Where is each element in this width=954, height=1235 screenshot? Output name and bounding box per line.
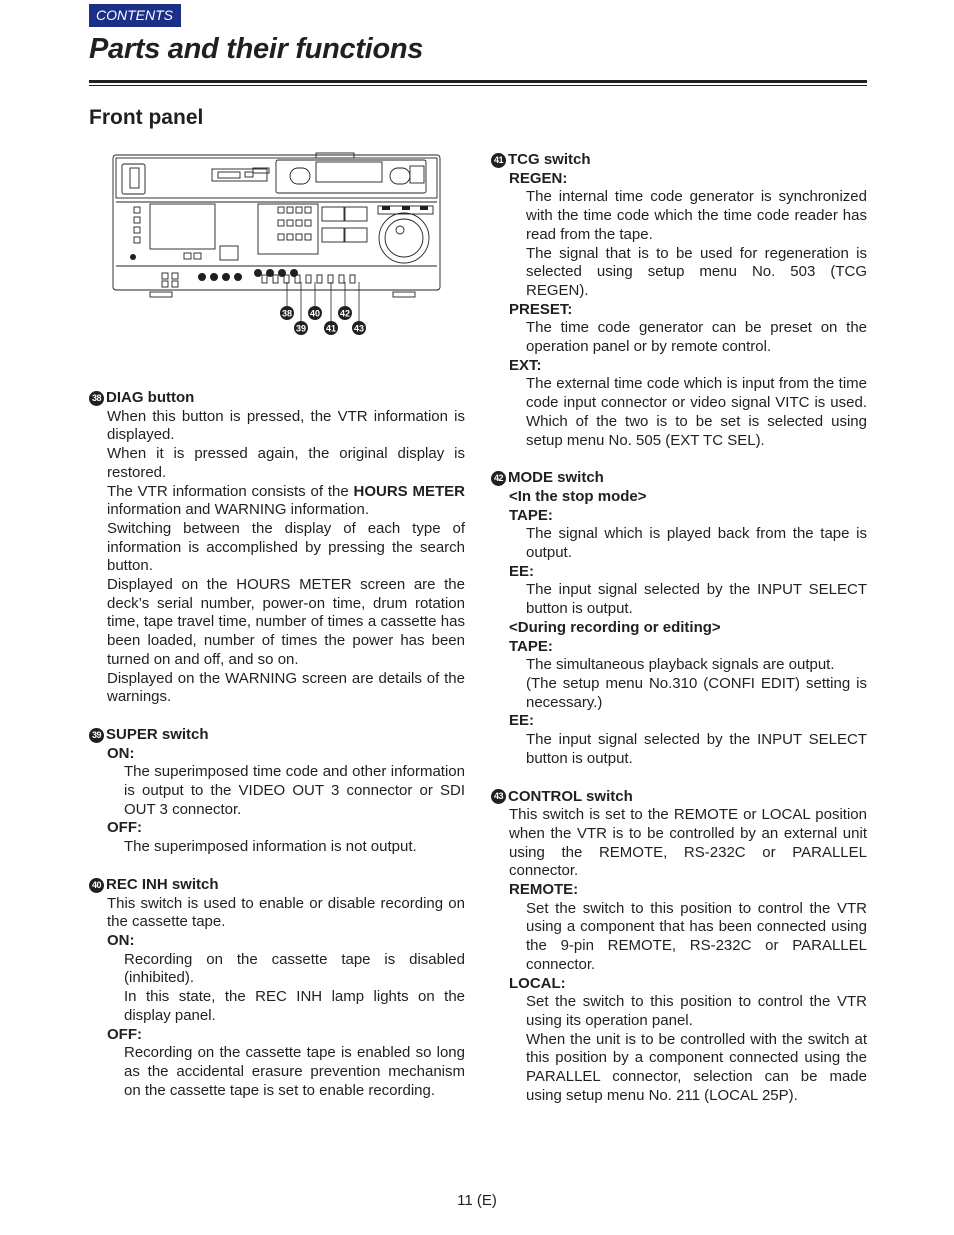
mode-heading: <During recording or editing>	[509, 618, 721, 636]
option-label: LOCAL:	[509, 974, 566, 992]
paragraph: Displayed on the WARNING screen are details of the warnings.	[107, 669, 465, 706]
item-number-badge: 42	[491, 471, 506, 486]
paragraph: Set the switch to this position to control the VTR using a component that has been connected using the 9-pin REMOTE, RS-232C or PARALLEL connector.	[526, 899, 867, 973]
item-title: TCG switch	[508, 151, 591, 168]
paragraph: Switching between the display of each type of information is accomplished by pressing the search button.	[107, 519, 465, 575]
paragraph: The input signal selected by the INPUT SELECT button is output.	[526, 581, 867, 618]
paragraph: Recording on the cassette tape is disabled (inhibited).	[124, 950, 465, 987]
option-label: OFF:	[107, 819, 142, 837]
svg-text:42: 42	[339, 308, 351, 319]
item-rec-inh-switch	[89, 876, 465, 1100]
title-rule	[89, 80, 867, 86]
paragraph: The simultaneous playback signals are output.	[526, 656, 835, 674]
item-control-switch	[491, 788, 867, 1106]
option-label: ON:	[107, 931, 135, 949]
paragraph: The signal that is to be used for regeneration is selected using setup menu No. 503 (TCG REGEN).	[526, 244, 867, 299]
left-column	[89, 389, 465, 1119]
paragraph: This switch is used to enable or disable recording on the cassette tape.	[107, 894, 465, 931]
paragraph: When this button is pressed, the VTR information is displayed.	[107, 407, 465, 444]
page-number: 11 (E)	[457, 1192, 497, 1209]
paragraph: This switch is set to the REMOTE or LOCAL position when the VTR is to be controlled by an external unit using the REMOTE, RS-232C or PARALLEL connector.	[509, 806, 867, 880]
item-title: MODE switch	[508, 469, 604, 487]
option-label: OFF:	[107, 1025, 142, 1043]
front-panel-diagram	[110, 150, 445, 345]
callout-40	[308, 306, 322, 320]
right-column	[491, 151, 867, 1124]
paragraph: The superimposed information is not output.	[124, 838, 417, 856]
item-title: CONTROL switch	[508, 787, 633, 805]
item-number-badge: 39	[89, 728, 104, 743]
paragraph: Set the switch to this position to control the VTR using its operation panel.	[526, 993, 867, 1029]
option-label: REGEN:	[509, 169, 568, 187]
option-label: PRESET:	[509, 300, 573, 318]
callout-42	[338, 306, 352, 320]
paragraph: Recording on the cassette tape is enabled so long as the accidental erasure prevention mechanism on the cassette tape is set to enable recording.	[124, 1044, 465, 1099]
item-title: DIAG button	[106, 389, 195, 406]
item-title: SUPER switch	[106, 725, 209, 743]
svg-text:38: 38	[281, 308, 293, 319]
paragraph: The input signal selected by the INPUT SELECT button is output.	[526, 731, 867, 767]
item-number-badge: 41	[491, 153, 506, 168]
option-label: EE:	[509, 562, 535, 580]
paragraph: The internal time code generator is synchronized with the time code which the time code reader has read from the tape.	[526, 188, 867, 243]
paragraph: (The setup menu No.310 (CONFI EDIT) setting is necessary.)	[526, 674, 867, 711]
callout-41	[324, 321, 338, 335]
option-label: TAPE:	[509, 506, 553, 524]
callout-43	[352, 321, 366, 335]
item-tcg-switch	[491, 151, 867, 450]
paragraph: When the unit is to be controlled with the switch at this position by a component connected using the PARALLEL connector, selection can be made using setup menu No. 211 (LOCAL 25P).	[526, 1030, 867, 1104]
page-title: Parts and their functions	[89, 33, 424, 65]
svg-text:43: 43	[353, 323, 365, 334]
callout-39	[294, 321, 308, 335]
option-label: REMOTE:	[509, 881, 579, 899]
svg-text:40: 40	[309, 308, 321, 319]
item-number-badge: 40	[89, 878, 104, 893]
option-label: TAPE:	[509, 637, 553, 655]
paragraph: The external time code which is input from the time code input connector or video signal VITC is used. Which of the two is to be set is selected using setup menu No. 505 (EXT TC SEL).	[526, 375, 867, 449]
svg-text:39: 39	[295, 323, 307, 334]
mode-heading: <In the stop mode>	[509, 487, 647, 505]
svg-text:41: 41	[325, 323, 337, 334]
item-number-badge: 38	[89, 391, 104, 406]
option-label: EXT:	[509, 356, 542, 374]
option-label: ON:	[107, 744, 135, 762]
paragraph: In this state, the REC INH lamp lights on the display panel.	[124, 988, 465, 1024]
contents-button[interactable]: CONTENTS	[89, 4, 181, 27]
paragraph: The signal which is played back from the tape is output.	[526, 525, 867, 562]
paragraph: The time code generator can be preset on the operation panel or by remote control.	[526, 319, 867, 356]
callout-38	[280, 306, 294, 320]
item-number-badge: 43	[491, 789, 506, 804]
item-diag-button	[89, 389, 465, 707]
paragraph: Displayed on the HOURS METER screen are the deck’s serial number, power-on time, drum rotation time, tape travel time, number of times a cassette has been loaded, number of times the power has been turned on and off, and so on.	[107, 576, 465, 668]
paragraph: The VTR information consists of the HOURS METER information and WARNING information.	[107, 482, 465, 519]
item-title: REC INH switch	[106, 875, 219, 893]
option-label: EE:	[509, 712, 535, 730]
item-super-switch	[89, 726, 465, 857]
section-title: Front panel	[89, 106, 204, 129]
paragraph: When it is pressed again, the original display is restored.	[107, 445, 465, 481]
item-mode-switch	[491, 469, 867, 768]
paragraph: The superimposed time code and other information is output to the VIDEO OUT 3 connector or SDI OUT 3 connector.	[124, 763, 465, 818]
